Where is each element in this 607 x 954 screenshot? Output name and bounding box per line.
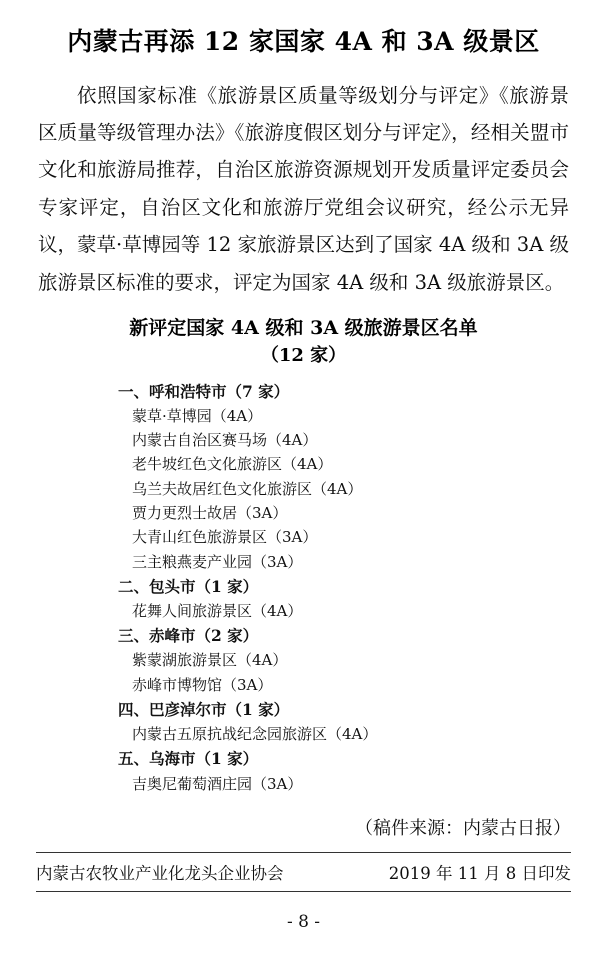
list-item: 内蒙古五原抗战纪念园旅游区（4A） — [132, 725, 378, 744]
list-item: 三、赤峰市（2 家） — [118, 626, 259, 646]
list-item: 蒙草·草博园（4A） — [132, 406, 263, 425]
list-title — [0, 315, 607, 369]
page-number: - 8 - — [286, 912, 321, 932]
list-item: 赤峰市博物馆（3A） — [132, 675, 273, 694]
footer — [36, 853, 571, 884]
source-attribution: （稿件来源：内蒙古日报） — [355, 817, 571, 839]
list-title-subtitle: （12 家） — [260, 344, 347, 366]
body-paragraph: 依照国家标准《旅游景区质量等级划分与评定》《旅游景区质量等级管理办法》《旅游度假区划分与评定》，经相关盟市文化和旅游局推荐，自治区旅游资源规划开发质量评定委员会专家评定，自治区文化和旅游厅党组会议研究，经公示无异议，蒙草·草博园等 12 家旅游景区达到了国家 4A 级和 3A 级旅游景区标准的要求，评定为国家 4A 级和 3A 级旅游景区。 — [38, 83, 569, 294]
list-item: 大青山红色旅游景区（3A） — [132, 528, 318, 547]
list-item: 乌兰夫故居红色文化旅游区（4A） — [132, 479, 363, 498]
list-title-main: 新评定国家 4A 级和 3A 级旅游景区名单 — [129, 317, 478, 340]
list-item: 花舞人间旅游景区（4A） — [132, 602, 303, 621]
list-item: 一、呼和浩特市（7 家） — [118, 381, 290, 401]
footer-divider-bottom — [36, 891, 571, 892]
footer-date: 2019 年 11 月 8 日印发 — [388, 863, 571, 883]
list-item: 三主粮燕麦产业园（3A） — [132, 552, 303, 571]
list-item: 吉奥尼葡萄酒庄园（3A） — [132, 774, 303, 793]
list-item: 五、乌海市（1 家） — [118, 749, 259, 769]
list-items — [0, 379, 607, 796]
list-item: 贾力更烈士故居（3A） — [132, 504, 288, 523]
document-page — [0, 26, 607, 954]
list-item: 内蒙古自治区赛马场（4A） — [132, 431, 318, 450]
page-title: 内蒙古再添 12 家国家 4A 和 3A 级景区 — [67, 27, 540, 56]
list-item: 二、包头市（1 家） — [118, 576, 259, 596]
list-item: 四、巴彦淖尔市（1 家） — [118, 700, 290, 720]
list-item: 老牛坡红色文化旅游区（4A） — [132, 455, 333, 474]
footer-organization: 内蒙古农牧业产业化龙头企业协会 — [36, 863, 284, 883]
list-item: 紫蒙湖旅游景区（4A） — [132, 651, 288, 670]
list-block — [0, 315, 607, 796]
